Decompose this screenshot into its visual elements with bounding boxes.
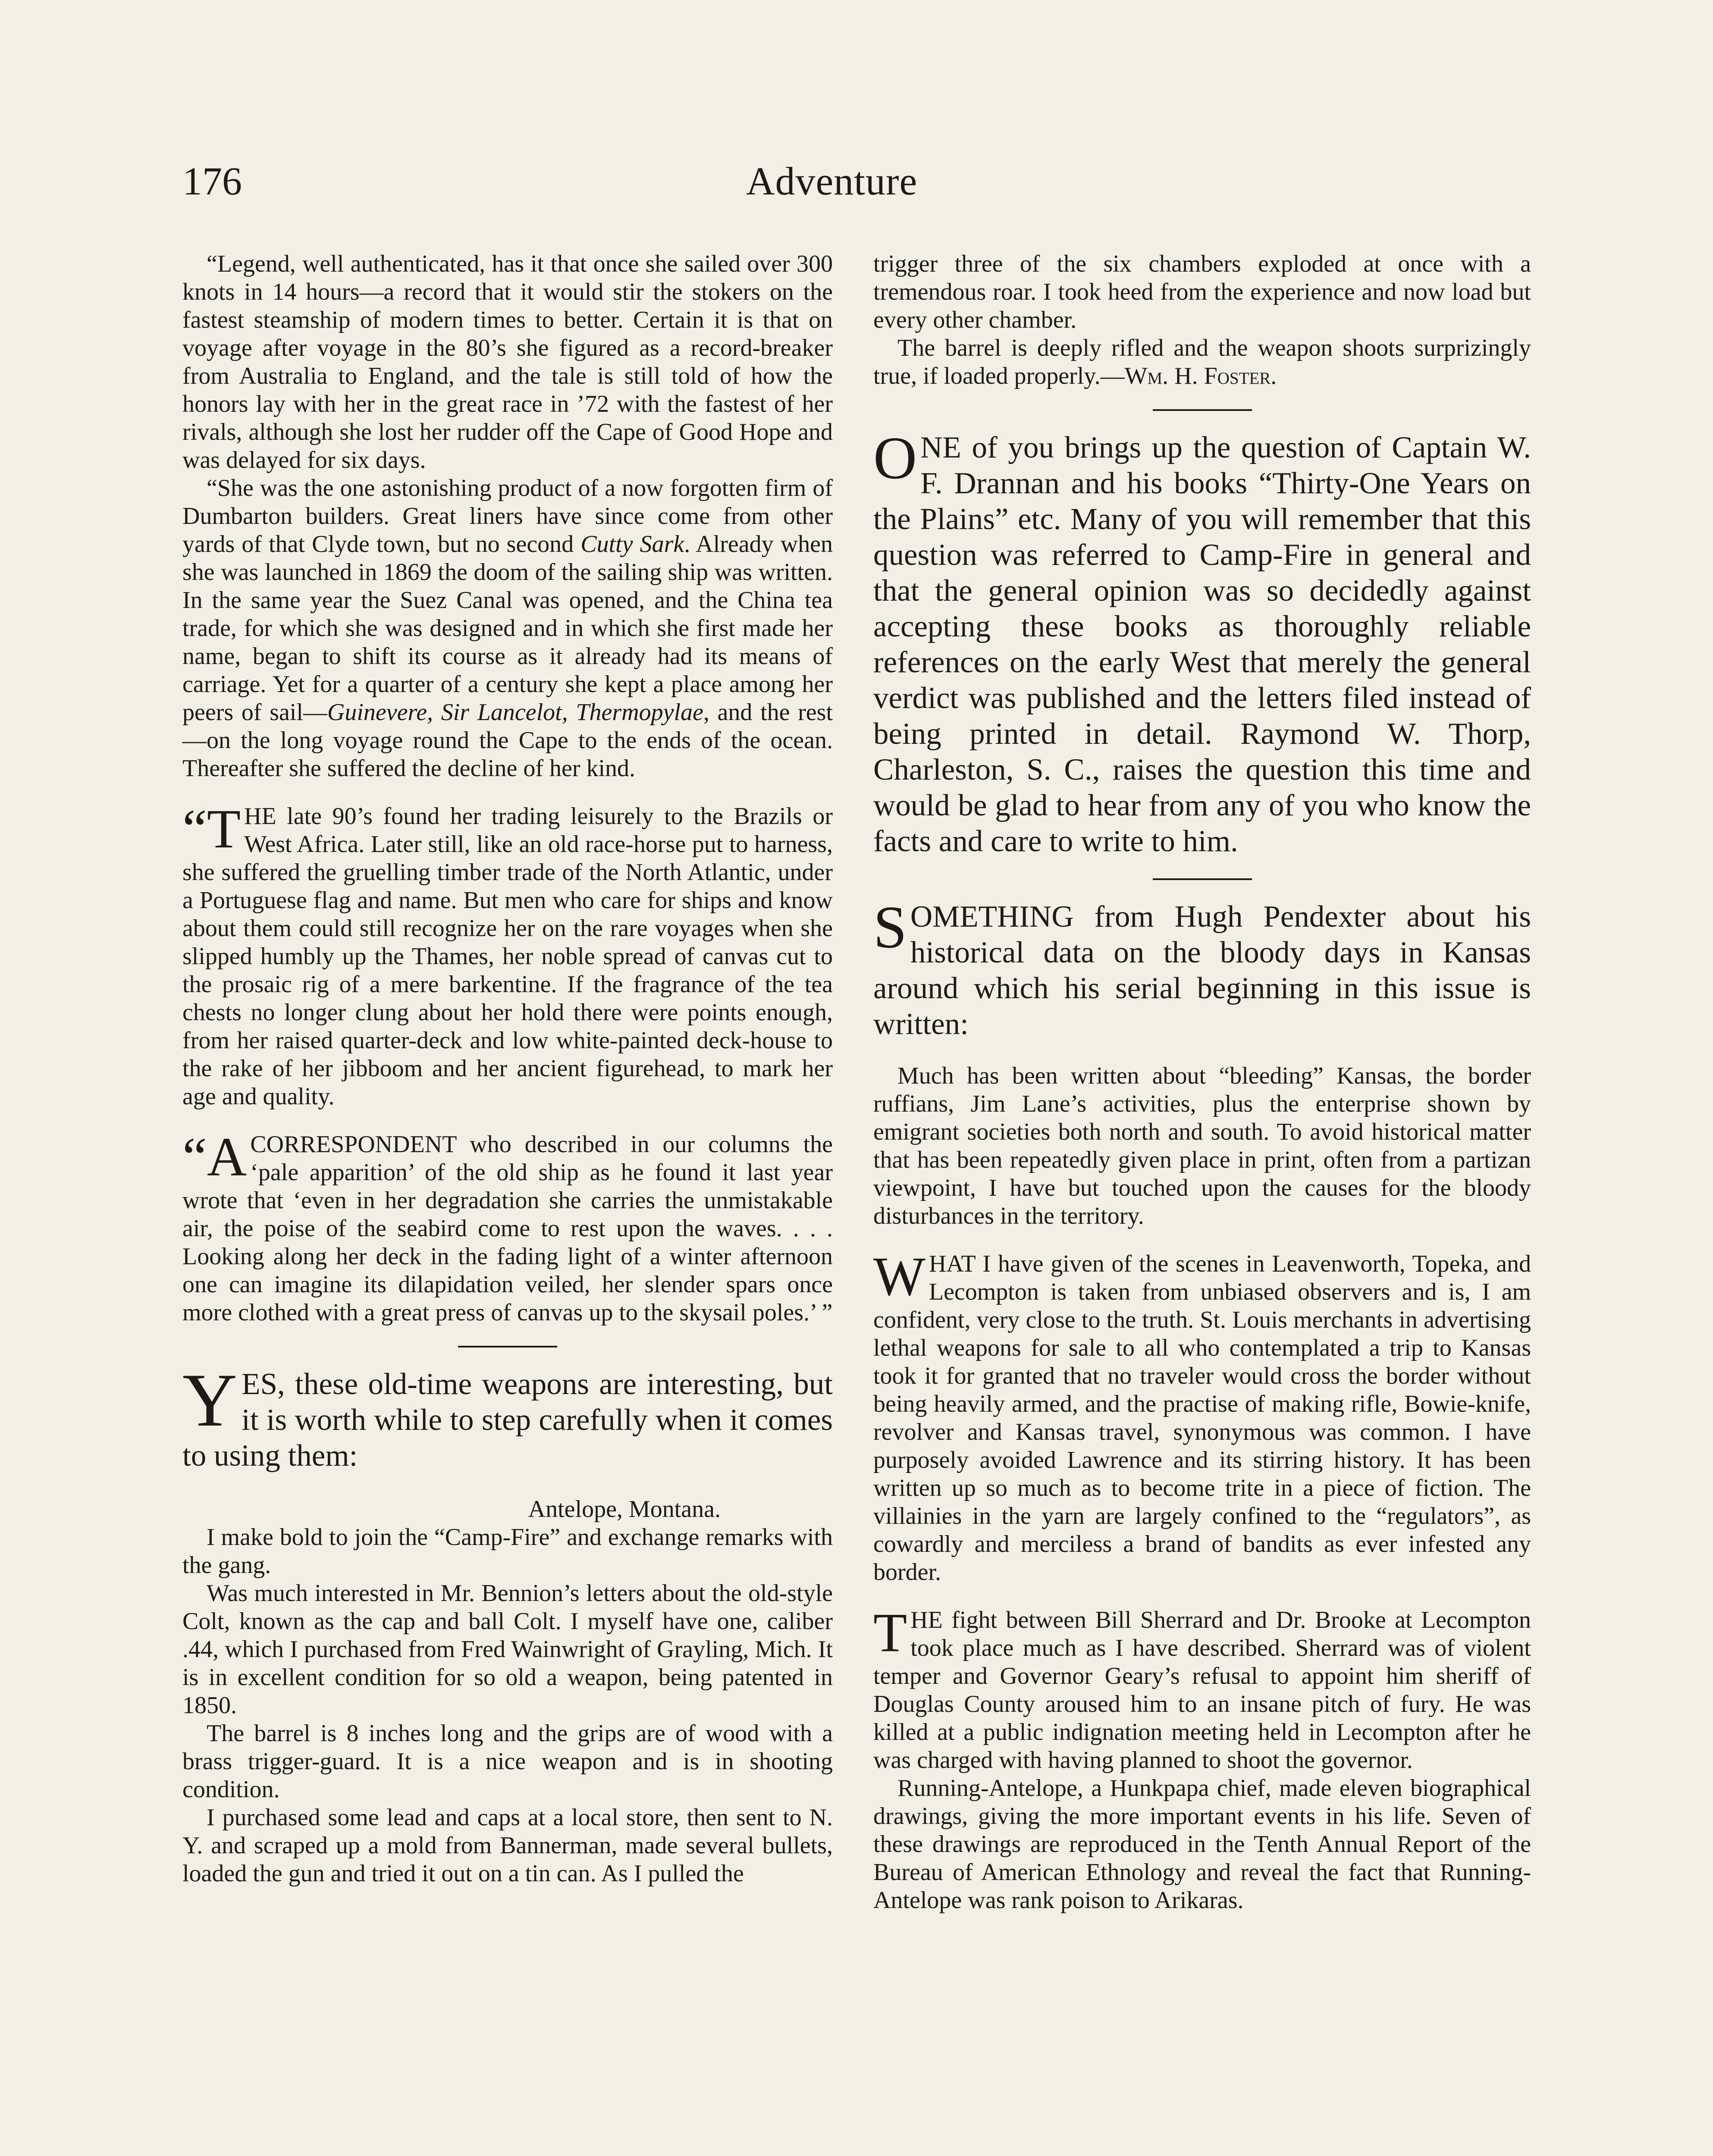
paragraph: Much has been written about “bleeding” Kansas, the border ruffians, Jim Lane’s activities, plus the enterprise shown by emigrant societies both north and south. To avoid historical matter that has been repeatedly given place in print, often from a partizan viewpoint, I have but touched upon the causes for the bloody disturbances in the territory. [873,1062,1531,1229]
section-intro: ONE of you brings up the question of Captain W. F. Drannan and his books “Thirty-One Years on the Plains” etc. Many of you will remember that this question was referred to Camp-Fire in general and that the general opinion was so decidedly against accepting these books as thoroughly reliable references on the early West that merely the general verdict was published and the letters filed instead of being printed in detail. Raymond W. Thorp, Charleston, S. C., raises the question this time and would be glad to hear from any of you who know the facts and care to write to him. [873,425,1531,858]
section-divider [1153,878,1252,880]
page-number: 176 [182,159,242,203]
paragraph: I purchased some lead and caps at a local store, then sent to N. Y. and scraped up a mold from Bannerman, made several bullets, loaded the gun and tried it out on a tin can. As I pulled the [182,1804,833,1887]
paragraph: I make bold to join the “Camp-Fire” and exchange remarks with the gang. [182,1524,833,1579]
paragraph: trigger three of the six chambers exploded at once with a tremendous roar. I took heed from the experience and now load but every other chamber. [873,251,1531,333]
paragraph: “THE late 90’s found her trading leisurely to the Brazils or West Africa. Later still, like an old race-horse put to harness, she suffered the gruelling timber trade of the North Atlantic, under a Portuguese flag and name. But men who care for ships and know about them could still recognize her on the rare voyages when she slipped humbly up the Thames, her noble spread of canvas cut to the prosaic rig of a mere barkentine. If the fragrance of the tea chests no longer clung about her hold there were points enough, from her raised quarter-deck and low white-painted deck-house to the rake of her jibboom and her ancient figurehead, to mark her age and quality. [182,798,833,1110]
letter-placeline: Antelope, Montana. [528,1496,721,1523]
paragraph: “She was the one astonishing product of a now forgotten firm of Dumbarton builders. Great liners have since come from other yards of that Clyde town, but no second Cutty Sark. Already when she was launched in 1869 the doom of the sailing ship was written. In the same year the Suez Canal was opened, and the China tea trade, for which she was designed and in which she first made her name, began to shift its course as it already had its means of carriage. Yet for a quarter of a century she kept a place among her peers of sail—Guinevere, Sir Lancelot, Thermopylae, and the rest—on the long voyage round the Cape to the ends of the ocean. Thereafter she suffered the decline of her kind. [182,475,833,782]
paragraph: “ACORRESPONDENT who described in our columns the ‘pale apparition’ of the old ship as he found it last year wrote that ‘even in her degradation she carries the unmistakable air, the poise of the seabird come to rest upon the waves. . . . Looking along her deck in the fading light of a winter afternoon one can imagine its dilapidation veiled, her slender spars once more clothed with a great press of canvas up to the skysail poles.’ ” [182,1126,833,1326]
right-column [873,250,1531,1915]
signature: Wm. H. Foster. [1124,363,1277,389]
paragraph: Running-Antelope, a Hunkpapa chief, made eleven biographical drawings, giving the more important events in his life. Seven of these drawings are reproduced in the Tenth Annual Report of the Bureau of American Ethnology and reveal the fact that Running-Antelope was rank poison to Arikaras. [873,1775,1531,1914]
paragraph: The barrel is 8 inches long and the grips are of wood with a brass trigger-guard. It is a nice weapon and is in shooting condition. [182,1720,833,1803]
section-intro: YES, these old-time weapons are interesting, but it is worth while to step carefully when it comes to using them: [182,1358,833,1473]
section-intro: SOMETHING from Hugh Pendexter about his historical data on the bloody days in Kansas around which his serial beginning in this issue is written: [873,894,1531,1041]
section-divider [458,1346,557,1348]
left-column [182,250,833,1888]
running-title: Adventure [746,159,918,203]
section-divider [1153,409,1252,411]
paragraph: Was much interested in Mr. Bennion’s letters about the old-style Colt, known as the cap and ball Colt. I myself have one, caliber .44, which I purchased from Fred Wainwright of Grayling, Mich. It is in excellent condition for so old a weapon, being patented in 1850. [182,1580,833,1719]
paragraph: The barrel is deeply rifled and the weapon shoots surprizingly true, if loaded properly.—Wm. H. Foster. [873,335,1531,389]
page-header [0,155,1713,216]
paragraph: “Legend, well authenticated, has it that once she sailed over 300 knots in 14 hours—a record that it would stir the stokers on the fastest steamship of modern times to better. Certain it is that on voyage after voyage in the 80’s she figured as a record-breaker from Australia to England, and the tale is still told of how the honors lay with her in the great race in ’72 with the fastest of her rivals, although she lost her rudder off the Cape of Good Hope and was delayed for six days. [182,251,833,473]
paragraph: WHAT I have given of the scenes in Leavenworth, Topeka, and Lecompton is taken from unbiased observers and is, I am confident, very close to the truth. St. Louis merchants in advertising lethal weapons for sale to all who contemplated a trip to Kansas took it for granted that no traveler would cross the border without being heavily armed, and the practise of making rifle, Bowie-knife, revolver and Kansas travel, synonymous was common. I have purposely avoided Lawrence and its stirring history. It has been written up so much as to become trite in a piece of fiction. The villainies in the yarn are largely confined to the “regulators”, as cowardly and merciless a brand of bandits as ever infested any border. [873,1246,1531,1586]
paragraph: THE fight between Bill Sherrard and Dr. Brooke at Lecompton took place much as I have described. Sherrard was of violent temper and Governor Geary’s refusal to appoint him sheriff of Douglas County aroused him to an insane pitch of fury. He was killed at a public indignation meeting held in Lecompton after he was charged with having planned to shoot the governor. [873,1602,1531,1774]
